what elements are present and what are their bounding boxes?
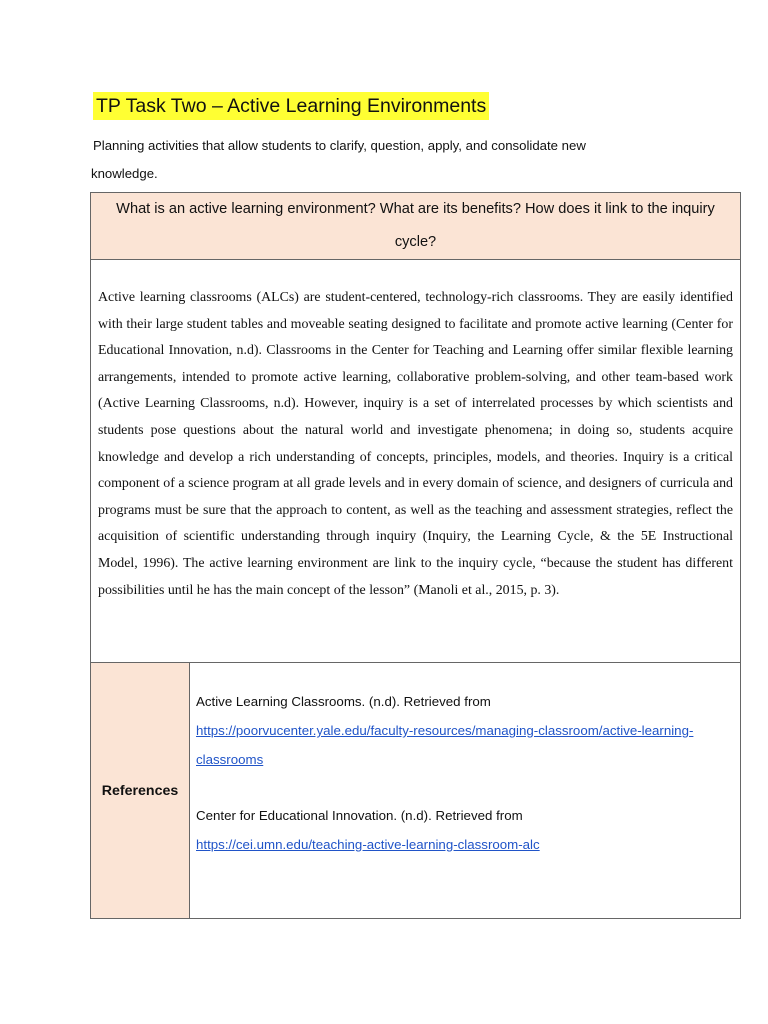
intro-paragraph (91, 132, 691, 188)
reference-link[interactable]: https://poorvucenter.yale.edu/faculty-resources/managing-classroom/active-learning-classrooms (196, 723, 694, 767)
reference-entry: Center for Educational Innovation. (n.d). Retrieved from (196, 808, 523, 823)
question-text: What is an active learning environment? What are its benefits? How does it link to the inquiry cycle? (116, 201, 715, 250)
title-block (93, 92, 489, 120)
intro-line-2: knowledge. (91, 166, 158, 181)
answer-text: Active learning classrooms (ALCs) are student-centered, technology-rich classrooms. They are easily identified with their large student tables and moveable seating designed to facilitate and promote active learning (Center for Educational Innovation, n.d). Classrooms in the Center for Teaching and Learning offer similar flexible learning arrangements, intended to promote active learning, collaborative problem-solving, and other team-based work (Active Learning Classrooms, n.d). However, inquiry is a set of interrelated processes by which scientists and students pose questions about the natural world and investigate phenomena; in doing so, students acquire knowledge and develop a rich understanding of concepts, principles, models, and theories. Inquiry is a critical component of a science program at all grade levels and in every domain of science, and designers of curricula and programs must be sure that the approach to content, as well as the teaching and assessment strategies, reflect the acquisition of scientific understanding through inquiry (Inquiry, the Learning Cycle, & the 5E Instructional Model, 1996). The active learning environment are link to the inquiry cycle, “because the student has different possibilities until he has the main concept of the lesson” (Manoli et al., 2015, p. 3). (98, 290, 733, 598)
reference-link[interactable]: https://cei.umn.edu/teaching-active-learning-classroom-alc (196, 837, 540, 852)
references-label-cell (90, 662, 190, 919)
answer-cell (90, 259, 741, 663)
page-title: TP Task Two – Active Learning Environments (93, 92, 489, 120)
intro-line-1: Planning activities that allow students to clarify, question, apply, and consolidate new (93, 138, 586, 153)
reference-entry: Active Learning Classrooms. (n.d). Retrieved from (196, 694, 491, 709)
references-list-cell (189, 662, 741, 919)
reference-spacer (196, 774, 734, 801)
references-label: References (101, 782, 179, 799)
question-header-cell (90, 192, 741, 260)
